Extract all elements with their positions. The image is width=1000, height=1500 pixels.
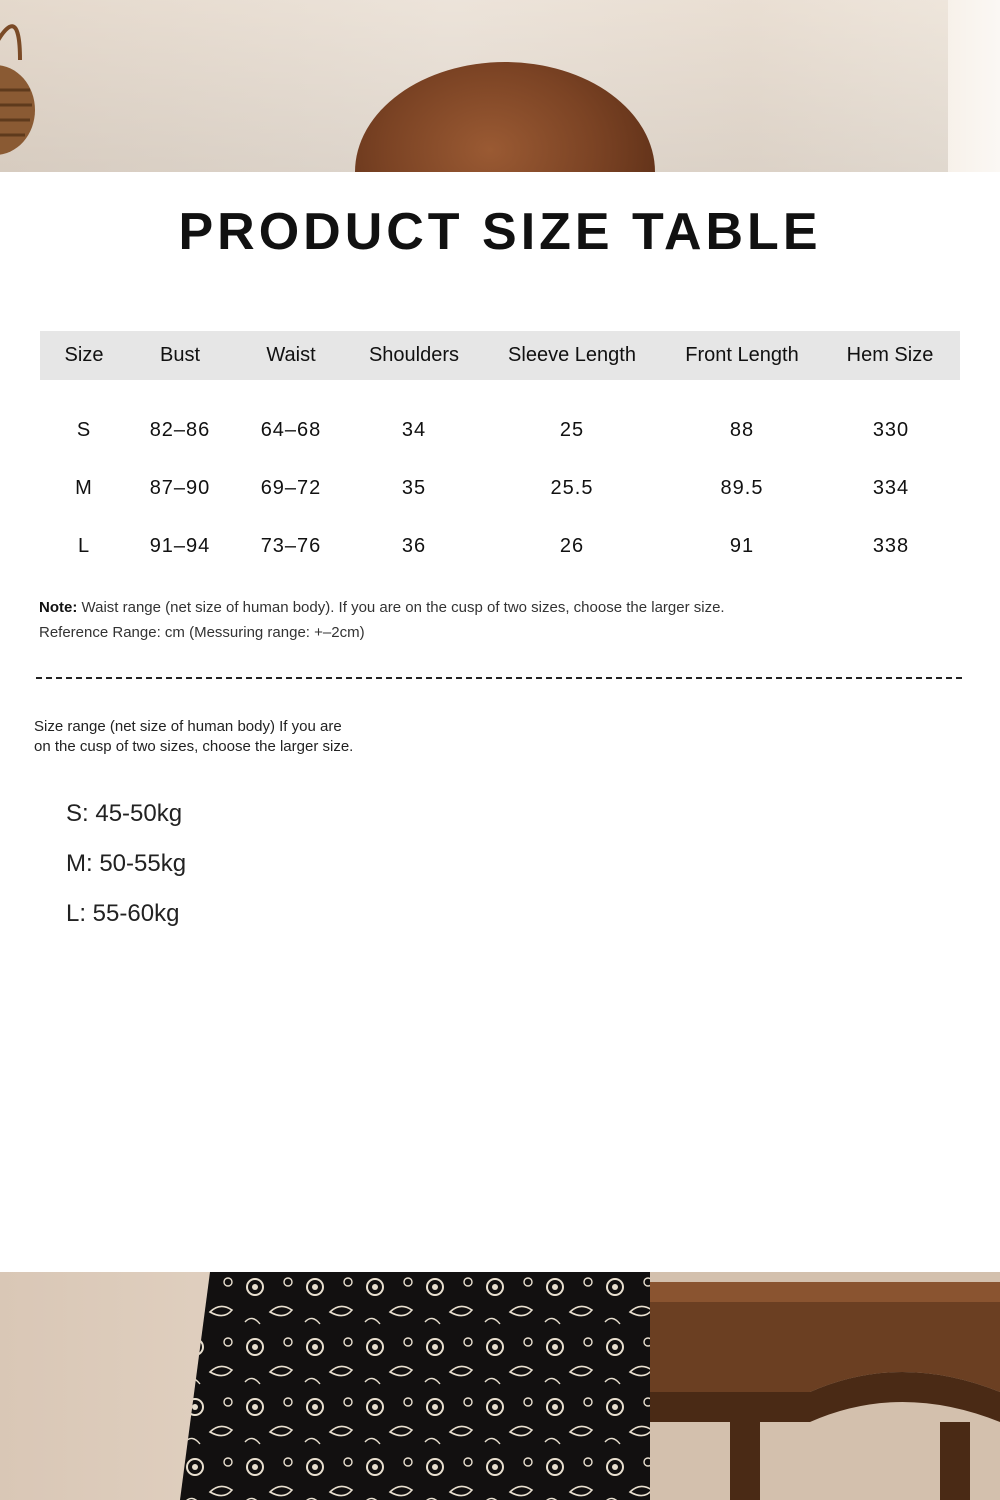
wooden-table-image bbox=[650, 1272, 1000, 1500]
wall-pillar bbox=[948, 0, 1000, 172]
cell-hem-size: 334 bbox=[872, 477, 910, 499]
weight-item-s: S: 45-50kg bbox=[66, 800, 183, 827]
cell-front-length: 91 bbox=[729, 535, 755, 557]
note-line bbox=[39, 595, 725, 620]
dashed-divider bbox=[36, 677, 962, 679]
cell-hem-size: 338 bbox=[872, 535, 910, 557]
size-note bbox=[39, 595, 725, 645]
cell-waist: 73–76 bbox=[260, 535, 322, 557]
header-sleeve-length: Sleeve Length bbox=[508, 344, 636, 366]
floral-dress-image bbox=[180, 1272, 655, 1500]
cell-front-length: 88 bbox=[729, 419, 755, 441]
weight-item-l: L: 55-60kg bbox=[66, 900, 180, 927]
reference-range: Reference Range: cm (Messuring range: +–2cm) bbox=[39, 624, 365, 641]
cell-shoulders: 36 bbox=[401, 535, 427, 557]
cell-bust: 82–86 bbox=[149, 419, 211, 441]
header-hem-size: Hem Size bbox=[846, 344, 934, 366]
wicker-basket-icon bbox=[0, 0, 50, 160]
cell-shoulders: 34 bbox=[401, 419, 427, 441]
header-shoulders: Shoulders bbox=[368, 344, 460, 366]
table-row bbox=[40, 419, 960, 449]
cell-sleeve-length: 26 bbox=[559, 535, 585, 557]
size-table-header bbox=[40, 331, 960, 380]
cell-bust: 91–94 bbox=[149, 535, 211, 557]
top-product-photo bbox=[0, 0, 1000, 172]
cell-size: S bbox=[76, 419, 92, 441]
cell-waist: 64–68 bbox=[260, 419, 322, 441]
size-range-note bbox=[34, 717, 434, 757]
weight-item-m: M: 50-55kg bbox=[66, 850, 187, 877]
cell-bust: 87–90 bbox=[149, 477, 211, 499]
note-text: Waist range (net size of human body). If you are on the cusp of two sizes, choose the larger size. bbox=[77, 599, 725, 616]
cell-size: M bbox=[75, 477, 93, 499]
cell-front-length: 89.5 bbox=[720, 477, 764, 499]
cell-waist: 69–72 bbox=[260, 477, 322, 499]
cell-hem-size: 330 bbox=[872, 419, 910, 441]
size-range-line: Size range (net size of human body) If you are bbox=[34, 718, 342, 735]
cell-sleeve-length: 25 bbox=[559, 419, 585, 441]
table-row bbox=[40, 477, 960, 507]
bottom-product-photo bbox=[0, 1272, 1000, 1500]
weight-list bbox=[66, 789, 186, 939]
size-range-line: on the cusp of two sizes, choose the larger size. bbox=[34, 738, 354, 755]
note-label: Note: bbox=[39, 599, 78, 616]
page-title: PRODUCT SIZE TABLE bbox=[178, 203, 822, 261]
size-chart-card bbox=[0, 172, 1000, 1272]
header-size: Size bbox=[64, 344, 104, 366]
cell-size: L bbox=[77, 535, 91, 557]
header-bust: Bust bbox=[159, 344, 201, 366]
cell-shoulders: 35 bbox=[401, 477, 427, 499]
header-front-length: Front Length bbox=[685, 344, 799, 366]
header-waist: Waist bbox=[266, 344, 316, 366]
cell-sleeve-length: 25.5 bbox=[550, 477, 594, 499]
table-row bbox=[40, 535, 960, 565]
